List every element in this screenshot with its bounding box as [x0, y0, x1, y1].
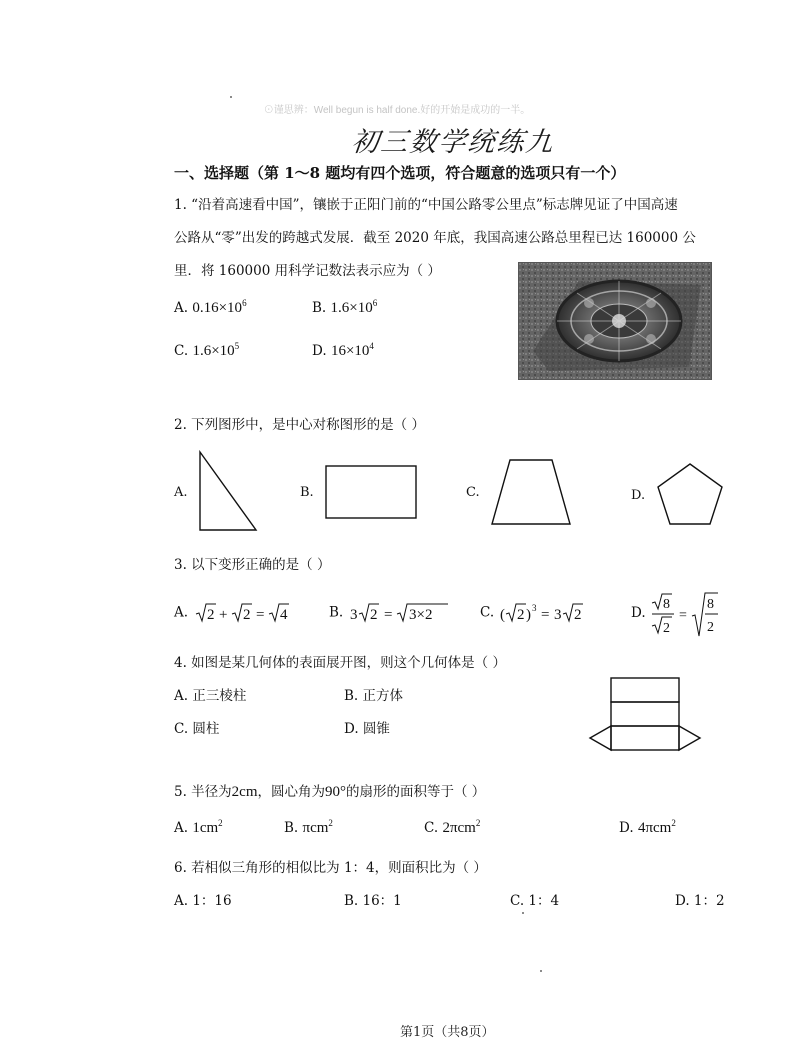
question-3-option-b: [329, 601, 458, 625]
svg-text:2: 2: [207, 607, 215, 623]
question-5-option-b: B. πcm$^2$: [284, 818, 333, 836]
right-triangle-shape: [194, 448, 260, 534]
svg-text:4: 4: [280, 607, 288, 623]
question-5-text-mid: ，圆心角为: [257, 784, 325, 800]
option-d-label: D.: [312, 343, 327, 359]
pentagon-shape: [654, 460, 726, 530]
svg-text:2: 2: [706, 620, 714, 635]
question-1-option-d: [312, 341, 374, 360]
option-a-label: A.: [174, 300, 189, 316]
option-a-expression: [192, 601, 302, 625]
svg-text:8: 8: [662, 597, 670, 612]
option-d-expression: [650, 592, 740, 638]
scan-speck: [230, 96, 232, 98]
question-3-option-a: [174, 601, 302, 625]
option-a-value: $0.16\times 10^6$: [192, 298, 247, 316]
question-4-option-b: B. 正方体: [344, 688, 404, 704]
question-5-option-d: D. 4πcm$^2$: [619, 818, 676, 836]
question-5-angle: 90°: [325, 784, 346, 800]
page-number: 第1页（共8页）: [400, 1025, 495, 1040]
option-c-expression: [498, 601, 598, 625]
question-5-option-c: C. 2πcm$^2$: [424, 818, 481, 836]
marker-photo-image: [519, 263, 711, 379]
question-2-option-b-label: B.: [300, 485, 314, 500]
prism-net-diagram: [586, 674, 706, 758]
svg-text:=: =: [678, 608, 687, 623]
svg-text:=: =: [256, 607, 265, 623]
option-b-expression: [348, 601, 458, 625]
zero-kilometer-marker-photo: [518, 262, 712, 380]
scan-speck: [540, 970, 542, 972]
svg-text:2: 2: [662, 621, 670, 636]
option-c-value: $1.6\times 10^5$: [192, 341, 240, 359]
question-3-option-d: [631, 592, 740, 638]
question-5-option-a: A. $1cm^2$: [174, 818, 223, 836]
svg-text:2: 2: [574, 607, 582, 623]
svg-text:3×2: 3×2: [408, 607, 432, 623]
svg-text:+: +: [219, 607, 228, 623]
question-2: 2. 下列图形中，是中心对称图形的是（ ）: [174, 417, 425, 433]
question-2-option-d-label: D.: [631, 488, 646, 503]
question-6-option-d: D. 1：2: [675, 893, 725, 909]
svg-text:2: 2: [369, 607, 378, 623]
motto-line: ⊙谨思辨：Well begun is half done.好的开始是成功的一半。: [263, 105, 531, 116]
question-4-option-c: C. 圆柱: [174, 721, 220, 737]
question-4-option-a: A. 正三棱柱: [174, 688, 247, 704]
question-6-option-c: C. 1：4: [510, 893, 560, 909]
question-1-option-b: [312, 298, 377, 317]
svg-text:3: 3: [532, 603, 537, 613]
question-3: 3. 以下变形正确的是（ ）: [174, 557, 331, 573]
svg-text:(: (: [500, 607, 506, 623]
question-4: 4. 如图是某几何体的表面展开图，则这个几何体是（ ）: [174, 655, 506, 671]
question-6: 6. 若相似三角形的相似比为 1：4，则面积比为（ ）: [174, 860, 487, 876]
option-a-label: A.: [174, 604, 189, 621]
svg-text:): ): [526, 607, 532, 623]
question-3-option-c: [480, 601, 598, 625]
svg-text:2: 2: [517, 607, 525, 623]
option-b-value: $1.6\times 10^6$: [330, 298, 378, 316]
question-5: [174, 780, 485, 801]
rectangle-shape: [322, 462, 420, 522]
question-5-radius: 2cm: [231, 784, 258, 800]
option-d-label: D.: [631, 604, 646, 621]
option-c-label: C.: [174, 343, 189, 359]
question-5-text-prefix: 5. 半径为: [174, 784, 232, 800]
question-6-option-a: A. 1：16: [174, 893, 232, 909]
question-5-text-suffix: 的扇形的面积等于（ ）: [346, 784, 486, 800]
svg-text:3: 3: [554, 607, 562, 623]
question-6-option-b: B. 16：1: [344, 893, 402, 909]
svg-text:2: 2: [243, 607, 251, 623]
scan-speck: [522, 912, 524, 914]
svg-text:8: 8: [706, 597, 714, 612]
handwritten-title: 初三数学统练九: [350, 127, 557, 158]
svg-text:3: 3: [349, 607, 358, 623]
option-b-label: B.: [312, 300, 327, 316]
question-1-option-c: [174, 341, 239, 360]
option-c-label: C.: [480, 604, 495, 621]
trapezoid-shape: [486, 456, 576, 528]
question-1-option-a: [174, 298, 247, 317]
question-1-line-3: 里．将 160000 用科学记数法表示应为（ ）: [174, 263, 441, 279]
option-d-value: $16\times 10^4$: [330, 341, 374, 359]
svg-text:=: =: [541, 607, 550, 623]
question-2-option-a-label: A.: [174, 485, 188, 500]
question-4-option-d: D. 圆锥: [344, 721, 390, 737]
question-2-option-c-label: C.: [466, 485, 480, 500]
svg-text:=: =: [383, 607, 392, 623]
question-1-line-2: 公路从“零”出发的跨越式发展．截至 2020 年底，我国高速公路总里程已达 160000 公: [174, 230, 696, 246]
section-title: 一、选择题（第 1～8 题均有四个选项，符合题意的选项只有一个）: [174, 164, 626, 182]
option-b-label: B.: [329, 604, 344, 621]
question-1-line-1: 1. “沿着高速看中国”，镶嵌于正阳门前的“中国公路零公里点”标志牌见证了中国高速: [174, 197, 678, 213]
